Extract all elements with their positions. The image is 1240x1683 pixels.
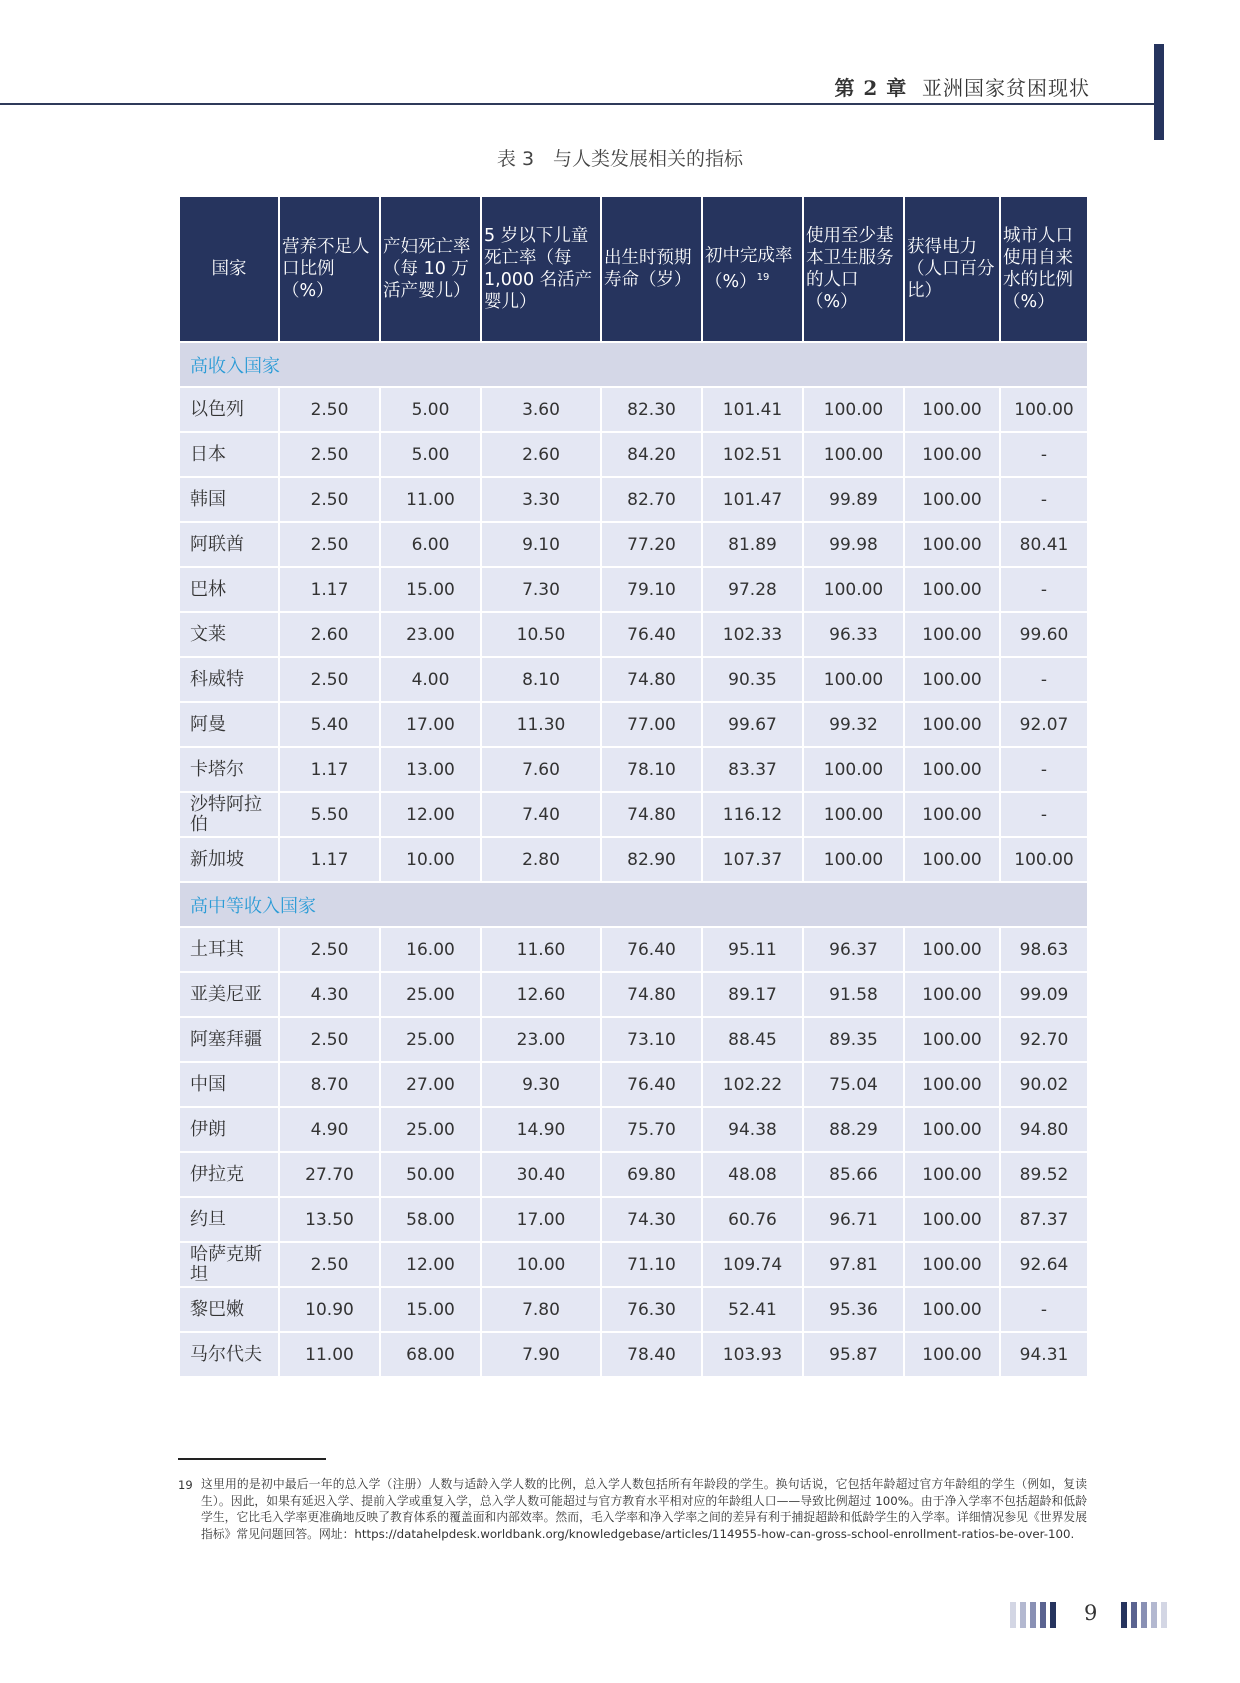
table-row bbox=[179, 567, 1088, 612]
table-row bbox=[179, 792, 1088, 837]
cell-tap-water: - bbox=[1000, 432, 1088, 477]
section-header-row bbox=[179, 882, 1088, 927]
cell-tap-water: - bbox=[1000, 567, 1088, 612]
cell-tap-water: 87.37 bbox=[1000, 1197, 1088, 1242]
table-row bbox=[179, 1017, 1088, 1062]
cell-country: 韩国 bbox=[179, 477, 279, 522]
cell-undernourishment: 13.50 bbox=[279, 1197, 380, 1242]
cell-life-expectancy: 74.80 bbox=[601, 972, 702, 1017]
table-row bbox=[179, 1197, 1088, 1242]
cell-sanitation: 100.00 bbox=[803, 792, 904, 837]
table-row bbox=[179, 927, 1088, 972]
footnote-ref: 19 bbox=[756, 272, 770, 284]
cell-country: 亚美尼亚 bbox=[179, 972, 279, 1017]
col-header-maternal-mortality: 产妇死亡率（每 10 万活产婴儿） bbox=[380, 196, 481, 342]
cell-undernourishment: 1.17 bbox=[279, 747, 380, 792]
cell-sanitation: 85.66 bbox=[803, 1152, 904, 1197]
cell-maternal-mortality: 23.00 bbox=[380, 612, 481, 657]
cell-maternal-mortality: 50.00 bbox=[380, 1152, 481, 1197]
cell-life-expectancy: 75.70 bbox=[601, 1107, 702, 1152]
chapter-title: 亚洲国家贫困现状 bbox=[922, 76, 1090, 100]
cell-secondary-completion: 116.12 bbox=[702, 792, 803, 837]
cell-country: 阿联酋 bbox=[179, 522, 279, 567]
table-caption: 表 3 与人类发展相关的指标 bbox=[496, 148, 744, 170]
cell-undernourishment: 2.50 bbox=[279, 387, 380, 432]
cell-maternal-mortality: 25.00 bbox=[380, 1017, 481, 1062]
table-header-row bbox=[179, 196, 1088, 342]
cell-life-expectancy: 78.10 bbox=[601, 747, 702, 792]
cell-secondary-completion: 88.45 bbox=[702, 1017, 803, 1062]
cell-country: 约旦 bbox=[179, 1197, 279, 1242]
cell-country: 巴林 bbox=[179, 567, 279, 612]
cell-undernourishment: 1.17 bbox=[279, 567, 380, 612]
cell-undernourishment: 2.50 bbox=[279, 432, 380, 477]
cell-tap-water: 89.52 bbox=[1000, 1152, 1088, 1197]
cell-life-expectancy: 76.40 bbox=[601, 927, 702, 972]
table-row bbox=[179, 747, 1088, 792]
cell-under5-mortality: 8.10 bbox=[481, 657, 601, 702]
cell-electricity: 100.00 bbox=[904, 477, 1000, 522]
cell-country: 新加坡 bbox=[179, 837, 279, 882]
cell-maternal-mortality: 4.00 bbox=[380, 657, 481, 702]
cell-electricity: 100.00 bbox=[904, 837, 1000, 882]
cell-sanitation: 100.00 bbox=[803, 567, 904, 612]
cell-electricity: 100.00 bbox=[904, 747, 1000, 792]
table-row bbox=[179, 387, 1088, 432]
page-deco-right bbox=[1121, 1602, 1167, 1628]
cell-sanitation: 100.00 bbox=[803, 747, 904, 792]
cell-tap-water: 92.07 bbox=[1000, 702, 1088, 747]
cell-maternal-mortality: 13.00 bbox=[380, 747, 481, 792]
cell-tap-water: - bbox=[1000, 1287, 1088, 1332]
table-row bbox=[179, 522, 1088, 567]
col-header-electricity: 获得电力（人口百分比） bbox=[904, 196, 1000, 342]
cell-secondary-completion: 95.11 bbox=[702, 927, 803, 972]
cell-sanitation: 88.29 bbox=[803, 1107, 904, 1152]
cell-sanitation: 99.98 bbox=[803, 522, 904, 567]
table-row bbox=[179, 972, 1088, 1017]
cell-secondary-completion: 60.76 bbox=[702, 1197, 803, 1242]
col-header-lower-secondary-completion bbox=[702, 196, 803, 342]
cell-maternal-mortality: 12.00 bbox=[380, 792, 481, 837]
cell-life-expectancy: 76.30 bbox=[601, 1287, 702, 1332]
cell-secondary-completion: 102.22 bbox=[702, 1062, 803, 1107]
cell-sanitation: 99.89 bbox=[803, 477, 904, 522]
cell-life-expectancy: 77.20 bbox=[601, 522, 702, 567]
cell-undernourishment: 27.70 bbox=[279, 1152, 380, 1197]
cell-under5-mortality: 23.00 bbox=[481, 1017, 601, 1062]
cell-under5-mortality: 7.30 bbox=[481, 567, 601, 612]
cell-life-expectancy: 84.20 bbox=[601, 432, 702, 477]
cell-secondary-completion: 94.38 bbox=[702, 1107, 803, 1152]
cell-undernourishment: 5.40 bbox=[279, 702, 380, 747]
cell-electricity: 100.00 bbox=[904, 927, 1000, 972]
cell-secondary-completion: 89.17 bbox=[702, 972, 803, 1017]
cell-tap-water: 90.02 bbox=[1000, 1062, 1088, 1107]
cell-sanitation: 96.71 bbox=[803, 1197, 904, 1242]
cell-undernourishment: 2.50 bbox=[279, 927, 380, 972]
cell-tap-water: 80.41 bbox=[1000, 522, 1088, 567]
cell-secondary-completion: 101.41 bbox=[702, 387, 803, 432]
cell-secondary-completion: 90.35 bbox=[702, 657, 803, 702]
table-body bbox=[179, 342, 1088, 1377]
cell-undernourishment: 4.90 bbox=[279, 1107, 380, 1152]
cell-electricity: 100.00 bbox=[904, 432, 1000, 477]
cell-tap-water: 99.09 bbox=[1000, 972, 1088, 1017]
indicators-table bbox=[178, 195, 1089, 1378]
cell-life-expectancy: 74.30 bbox=[601, 1197, 702, 1242]
cell-secondary-completion: 103.93 bbox=[702, 1332, 803, 1377]
cell-electricity: 100.00 bbox=[904, 1287, 1000, 1332]
cell-life-expectancy: 78.40 bbox=[601, 1332, 702, 1377]
cell-life-expectancy: 74.80 bbox=[601, 657, 702, 702]
cell-sanitation: 97.81 bbox=[803, 1242, 904, 1287]
cell-maternal-mortality: 5.00 bbox=[380, 432, 481, 477]
col-header-country: 国家 bbox=[179, 196, 279, 342]
cell-sanitation: 100.00 bbox=[803, 657, 904, 702]
cell-country: 阿曼 bbox=[179, 702, 279, 747]
cell-sanitation: 75.04 bbox=[803, 1062, 904, 1107]
cell-undernourishment: 2.50 bbox=[279, 1017, 380, 1062]
cell-tap-water: 92.64 bbox=[1000, 1242, 1088, 1287]
cell-secondary-completion: 81.89 bbox=[702, 522, 803, 567]
cell-country: 中国 bbox=[179, 1062, 279, 1107]
cell-under5-mortality: 11.60 bbox=[481, 927, 601, 972]
table-row bbox=[179, 657, 1088, 702]
cell-country: 哈萨克斯坦 bbox=[179, 1242, 279, 1287]
cell-maternal-mortality: 12.00 bbox=[380, 1242, 481, 1287]
cell-secondary-completion: 48.08 bbox=[702, 1152, 803, 1197]
cell-country: 以色列 bbox=[179, 387, 279, 432]
cell-under5-mortality: 2.80 bbox=[481, 837, 601, 882]
cell-under5-mortality: 10.00 bbox=[481, 1242, 601, 1287]
cell-sanitation: 96.33 bbox=[803, 612, 904, 657]
table-row bbox=[179, 1287, 1088, 1332]
cell-under5-mortality: 7.90 bbox=[481, 1332, 601, 1377]
cell-maternal-mortality: 5.00 bbox=[380, 387, 481, 432]
cell-maternal-mortality: 27.00 bbox=[380, 1062, 481, 1107]
cell-sanitation: 95.87 bbox=[803, 1332, 904, 1377]
cell-under5-mortality: 7.60 bbox=[481, 747, 601, 792]
cell-undernourishment: 2.50 bbox=[279, 657, 380, 702]
cell-under5-mortality: 17.00 bbox=[481, 1197, 601, 1242]
cell-under5-mortality: 9.30 bbox=[481, 1062, 601, 1107]
cell-under5-mortality: 9.10 bbox=[481, 522, 601, 567]
cell-secondary-completion: 83.37 bbox=[702, 747, 803, 792]
cell-electricity: 100.00 bbox=[904, 567, 1000, 612]
cell-maternal-mortality: 68.00 bbox=[380, 1332, 481, 1377]
cell-life-expectancy: 71.10 bbox=[601, 1242, 702, 1287]
table-row bbox=[179, 1107, 1088, 1152]
cell-life-expectancy: 76.40 bbox=[601, 1062, 702, 1107]
cell-tap-water: 98.63 bbox=[1000, 927, 1088, 972]
cell-tap-water: 92.70 bbox=[1000, 1017, 1088, 1062]
table-row bbox=[179, 1242, 1088, 1287]
cell-tap-water: 100.00 bbox=[1000, 387, 1088, 432]
cell-electricity: 100.00 bbox=[904, 657, 1000, 702]
cell-secondary-completion: 97.28 bbox=[702, 567, 803, 612]
cell-sanitation: 91.58 bbox=[803, 972, 904, 1017]
cell-life-expectancy: 79.10 bbox=[601, 567, 702, 612]
cell-electricity: 100.00 bbox=[904, 1107, 1000, 1152]
cell-country: 马尔代夫 bbox=[179, 1332, 279, 1377]
table-row bbox=[179, 477, 1088, 522]
table-row bbox=[179, 432, 1088, 477]
cell-under5-mortality: 2.60 bbox=[481, 432, 601, 477]
cell-country: 黎巴嫩 bbox=[179, 1287, 279, 1332]
cell-country: 伊拉克 bbox=[179, 1152, 279, 1197]
col-header-under5-mortality: 5 岁以下儿童死亡率（每 1,000 名活产婴儿） bbox=[481, 196, 601, 342]
cell-sanitation: 100.00 bbox=[803, 837, 904, 882]
cell-electricity: 100.00 bbox=[904, 1242, 1000, 1287]
table-row bbox=[179, 1332, 1088, 1377]
cell-country: 科威特 bbox=[179, 657, 279, 702]
cell-maternal-mortality: 25.00 bbox=[380, 972, 481, 1017]
cell-undernourishment: 11.00 bbox=[279, 1332, 380, 1377]
cell-maternal-mortality: 11.00 bbox=[380, 477, 481, 522]
cell-maternal-mortality: 15.00 bbox=[380, 567, 481, 612]
cell-electricity: 100.00 bbox=[904, 972, 1000, 1017]
page-deco-left bbox=[1010, 1602, 1056, 1628]
cell-sanitation: 100.00 bbox=[803, 432, 904, 477]
cell-maternal-mortality: 6.00 bbox=[380, 522, 481, 567]
cell-tap-water: - bbox=[1000, 747, 1088, 792]
cell-electricity: 100.00 bbox=[904, 1017, 1000, 1062]
cell-electricity: 100.00 bbox=[904, 612, 1000, 657]
col-header-urban-tap-water: 城市人口使用自来水的比例（%） bbox=[1000, 196, 1088, 342]
cell-tap-water: - bbox=[1000, 477, 1088, 522]
section-title: 高收入国家 bbox=[179, 342, 1088, 387]
cell-life-expectancy: 74.80 bbox=[601, 792, 702, 837]
cell-undernourishment: 2.60 bbox=[279, 612, 380, 657]
col-header-life-expectancy: 出生时预期寿命（岁） bbox=[601, 196, 702, 342]
chapter-label: 第 2 章 bbox=[834, 76, 908, 100]
table-row bbox=[179, 837, 1088, 882]
table-row bbox=[179, 1062, 1088, 1107]
cell-life-expectancy: 73.10 bbox=[601, 1017, 702, 1062]
cell-tap-water: - bbox=[1000, 657, 1088, 702]
cell-maternal-mortality: 10.00 bbox=[380, 837, 481, 882]
cell-maternal-mortality: 58.00 bbox=[380, 1197, 481, 1242]
cell-country: 日本 bbox=[179, 432, 279, 477]
cell-country: 文莱 bbox=[179, 612, 279, 657]
cell-electricity: 100.00 bbox=[904, 702, 1000, 747]
col-header-lower-secondary-label: 初中完成率（%） bbox=[705, 246, 793, 292]
footnote-text: 这里用的是初中最后一年的总入学（注册）人数与适龄入学人数的比例，总入学人数包括所有年龄段的学生。换句话说，它包括年龄超过官方年龄组的学生（例如，复读生）。因此，如果有延迟入学、提前入学或重复入学，总入学人数可能超过与官方教育水平相对应的年龄组人口——导致比例超过 100%。由于净入学率不包括超龄和低龄学生，它比毛入学率更准确地反映了教育体系的覆盖面和内部效率。然而，毛入学率和净入学率之间的差异有利于捕捉超龄和低龄学生的入学率。详细情况参见《世界发展指标》常见问题回答。网址：https://datahelpdesk.worldbank.org/knowledgebase/articles/114955-how-can-gross-school-enrollment-ratios-be-over-100. bbox=[201, 1477, 1087, 1541]
cell-life-expectancy: 82.90 bbox=[601, 837, 702, 882]
cell-under5-mortality: 14.90 bbox=[481, 1107, 601, 1152]
cell-secondary-completion: 109.74 bbox=[702, 1242, 803, 1287]
cell-under5-mortality: 10.50 bbox=[481, 612, 601, 657]
cell-country: 卡塔尔 bbox=[179, 747, 279, 792]
cell-tap-water: 94.80 bbox=[1000, 1107, 1088, 1152]
cell-tap-water: - bbox=[1000, 792, 1088, 837]
cell-undernourishment: 4.30 bbox=[279, 972, 380, 1017]
cell-maternal-mortality: 25.00 bbox=[380, 1107, 481, 1152]
cell-secondary-completion: 107.37 bbox=[702, 837, 803, 882]
cell-maternal-mortality: 17.00 bbox=[380, 702, 481, 747]
cell-life-expectancy: 69.80 bbox=[601, 1152, 702, 1197]
cell-electricity: 100.00 bbox=[904, 792, 1000, 837]
cell-under5-mortality: 3.60 bbox=[481, 387, 601, 432]
cell-secondary-completion: 102.33 bbox=[702, 612, 803, 657]
col-header-undernourishment: 营养不足人口比例（%） bbox=[279, 196, 380, 342]
cell-under5-mortality: 12.60 bbox=[481, 972, 601, 1017]
cell-electricity: 100.00 bbox=[904, 1197, 1000, 1242]
cell-maternal-mortality: 16.00 bbox=[380, 927, 481, 972]
cell-secondary-completion: 102.51 bbox=[702, 432, 803, 477]
header-accent-bar bbox=[1154, 44, 1164, 140]
cell-undernourishment: 5.50 bbox=[279, 792, 380, 837]
cell-electricity: 100.00 bbox=[904, 1152, 1000, 1197]
cell-secondary-completion: 99.67 bbox=[702, 702, 803, 747]
cell-tap-water: 99.60 bbox=[1000, 612, 1088, 657]
cell-country: 阿塞拜疆 bbox=[179, 1017, 279, 1062]
chapter-heading bbox=[834, 72, 1090, 101]
cell-under5-mortality: 11.30 bbox=[481, 702, 601, 747]
table-row bbox=[179, 612, 1088, 657]
cell-secondary-completion: 101.47 bbox=[702, 477, 803, 522]
cell-under5-mortality: 7.40 bbox=[481, 792, 601, 837]
footnote-number: 19 bbox=[178, 1478, 193, 1492]
cell-undernourishment: 2.50 bbox=[279, 477, 380, 522]
cell-undernourishment: 2.50 bbox=[279, 522, 380, 567]
section-title: 高中等收入国家 bbox=[179, 882, 1088, 927]
cell-life-expectancy: 76.40 bbox=[601, 612, 702, 657]
section-header-row bbox=[179, 342, 1088, 387]
cell-life-expectancy: 77.00 bbox=[601, 702, 702, 747]
cell-sanitation: 100.00 bbox=[803, 387, 904, 432]
header-rule bbox=[0, 103, 1160, 105]
cell-country: 沙特阿拉伯 bbox=[179, 792, 279, 837]
cell-under5-mortality: 30.40 bbox=[481, 1152, 601, 1197]
cell-undernourishment: 2.50 bbox=[279, 1242, 380, 1287]
cell-undernourishment: 10.90 bbox=[279, 1287, 380, 1332]
table-row bbox=[179, 702, 1088, 747]
cell-life-expectancy: 82.70 bbox=[601, 477, 702, 522]
cell-maternal-mortality: 15.00 bbox=[380, 1287, 481, 1332]
cell-under5-mortality: 7.80 bbox=[481, 1287, 601, 1332]
cell-electricity: 100.00 bbox=[904, 1332, 1000, 1377]
cell-life-expectancy: 82.30 bbox=[601, 387, 702, 432]
cell-sanitation: 96.37 bbox=[803, 927, 904, 972]
cell-under5-mortality: 3.30 bbox=[481, 477, 601, 522]
cell-sanitation: 89.35 bbox=[803, 1017, 904, 1062]
cell-secondary-completion: 52.41 bbox=[702, 1287, 803, 1332]
cell-electricity: 100.00 bbox=[904, 1062, 1000, 1107]
cell-electricity: 100.00 bbox=[904, 522, 1000, 567]
cell-electricity: 100.00 bbox=[904, 387, 1000, 432]
cell-undernourishment: 1.17 bbox=[279, 837, 380, 882]
cell-sanitation: 95.36 bbox=[803, 1287, 904, 1332]
table-row bbox=[179, 1152, 1088, 1197]
cell-tap-water: 100.00 bbox=[1000, 837, 1088, 882]
cell-country: 土耳其 bbox=[179, 927, 279, 972]
cell-country: 伊朗 bbox=[179, 1107, 279, 1152]
cell-undernourishment: 8.70 bbox=[279, 1062, 380, 1107]
cell-sanitation: 99.32 bbox=[803, 702, 904, 747]
page-number: 9 bbox=[1084, 1601, 1098, 1625]
cell-tap-water: 94.31 bbox=[1000, 1332, 1088, 1377]
col-header-sanitation: 使用至少基本卫生服务的人口（%） bbox=[803, 196, 904, 342]
footnote-rule bbox=[178, 1458, 326, 1460]
